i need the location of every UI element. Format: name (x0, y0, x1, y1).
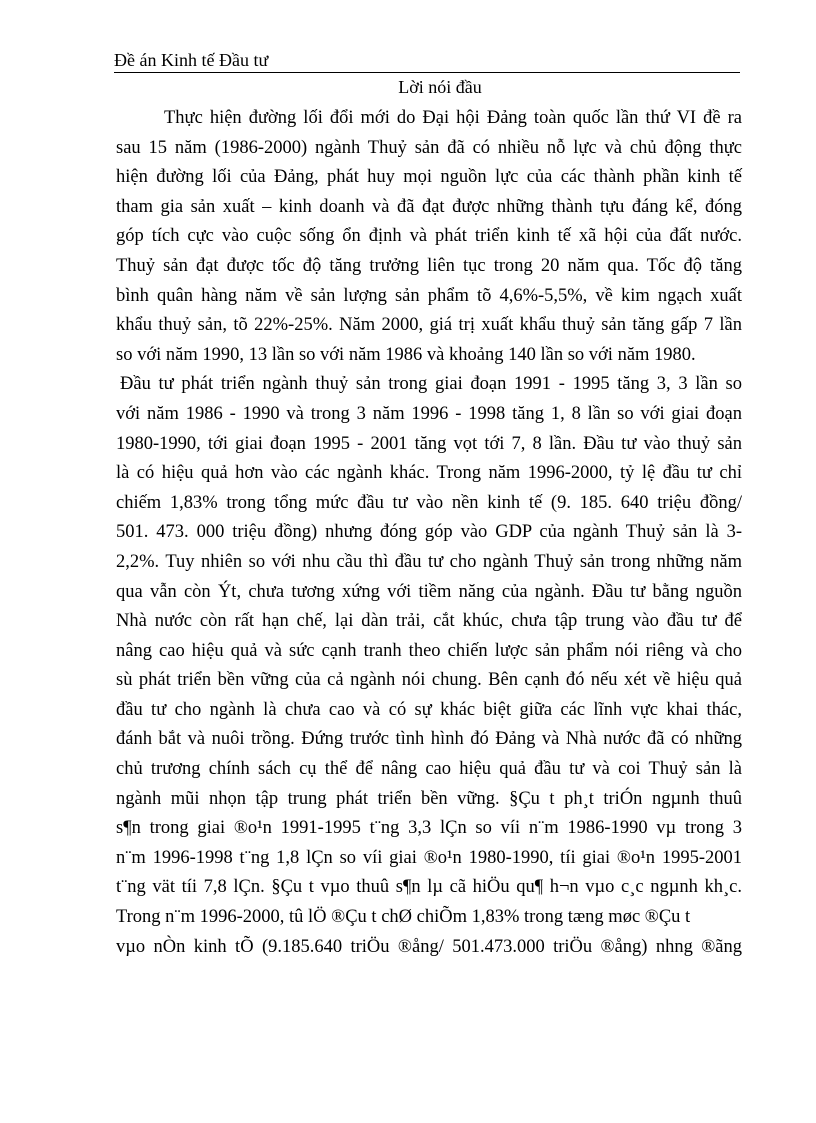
text-line: so với năm 1990, 13 lần so với năm 1986 và khoảng 140 lần so với năm 1980. (116, 344, 696, 365)
text-line: Trong n¨m 1996-2000, tû lÖ ®Çu t chØ chiÕm 1,83% trong tæng møc ®Çu t (116, 907, 691, 928)
body-text (116, 104, 742, 962)
text-line: nâng cao hiệu quả và sức cạnh tranh theo chiến lược sản phẩm nói riêng và cho (116, 640, 742, 661)
text-line: s¶n trong giai ®o¹n 1991-1995 t¨ng 3,3 lÇn so víi n¨m 1986-1990 vµ trong 3 (116, 818, 742, 839)
page-header (114, 46, 740, 73)
text-line: qua vẫn còn Ýt, chưa tương xứng với tiềm năng của ngành. Đầu tư bằng nguồn (116, 581, 742, 602)
text-line: 1980-1990, tới giai đoạn 1995 - 2001 tăng vọt tới 7, 8 lần. Đầu tư vào thuỷ sản (116, 433, 742, 454)
text-line: 501. 473. 000 triệu đồng) nhưng đóng góp vào GDP của ngành Thuỷ sản là 3- (116, 522, 742, 543)
text-line: 2,2%. Tuy nhiên so với nhu cầu thì đầu tư cho ngành Thuỷ sản trong những năm (116, 551, 742, 572)
text-line: chiếm 1,83% trong tổng mức đầu tư vào nền kinh tế (9. 185. 640 triệu đồng/ (116, 492, 742, 513)
header-text: Đề án Kinh tế Đầu tư (114, 50, 269, 70)
text-line: bình quân hàng năm về sản lượng sản phẩm tõ 4,6%-5,5%, về kim ngạch xuất (116, 285, 742, 306)
text-line: n¨m 1996-1998 t¨ng 1,8 lÇn so víi giai ®o¹n 1980-1990, tíi giai ®o¹n 1995-2001 (116, 847, 742, 868)
text-line: khẩu thuỷ sản, tõ 22%-25%. Năm 2000, giá trị xuất khẩu thuỷ sản tăng gấp 7 lần (116, 315, 742, 336)
text-line: chủ trương chính sách cụ thể để nâng cao hiệu quả đầu tư và coi Thuỷ sản là (116, 759, 742, 780)
text-line: tham gia sản xuất – kinh doanh và đã đạt được những thành tựu đáng kể, đóng (116, 196, 742, 217)
text-line: vµo nÒn kinh tÕ (9.185.640 triÖu ®ång/ 501.473.000 triÖu ®ång) nhng ®ãng (116, 936, 742, 957)
text-line: Đầu tư phát triển ngành thuỷ sản trong giai đoạn 1991 - 1995 tăng 3, 3 lần so (120, 374, 742, 395)
text-line: đánh bắt và nuôi trồng. Đứng trước tình hình đó Đảng và Nhà nước đã có những (116, 729, 742, 750)
text-line: t¨ng vät tíi 7,8 lÇn. §Çu t vµo thuû s¶n lµ cã hiÖu qu¶ h¬n vµo c¸c ngµnh kh¸c. (116, 877, 742, 898)
section-title: Lời nói đầu (398, 77, 482, 97)
text-line: Thuỷ sản đạt được tốc độ tăng trưởng liên tục trong 20 năm qua. Tốc độ tăng (116, 255, 742, 276)
text-line: sù phát triển bền vững của cả ngành nói chung. Bên cạnh đó nếu xét về hiệu quả (116, 670, 742, 691)
text-line: hiện đường lối của Đảng, phát huy mọi nguồn lực của các thành phần kinh tế (116, 167, 742, 188)
text-line: góp tích cực vào cuộc sống ổn định và phát triển kinh tế xã hội của đất nước. (116, 226, 742, 247)
text-line: Nhà nước còn rất hạn chế, lại dàn trải, cắt khúc, chưa tập trung vào đầu tư để (116, 611, 742, 632)
text-line: sau 15 năm (1986-2000) ngành Thuỷ sản đã có nhiều nỗ lực và chủ động thực (116, 137, 742, 158)
text-line: đầu tư cho ngành là chưa cao và có sự khác biệt giữa các lĩnh vực khai thác, (116, 699, 742, 720)
text-line: với năm 1986 - 1990 và trong 3 năm 1996 - 1998 tăng 1, 8 lần so với giai đoạn (116, 403, 742, 424)
text-line: Thực hiện đường lối đổi mới do Đại hội Đảng toàn quốc lần thứ VI đề ra (164, 108, 742, 128)
text-line: ngành mũi nhọn tập trung phát triển bền vững. §Çu t ph¸t triÓn ngµnh thuû (116, 788, 742, 809)
text-line: là có hiệu quả hơn vào các ngành khác. Trong năm 1996-2000, tỷ lệ đầu tư chỉ (116, 463, 742, 484)
